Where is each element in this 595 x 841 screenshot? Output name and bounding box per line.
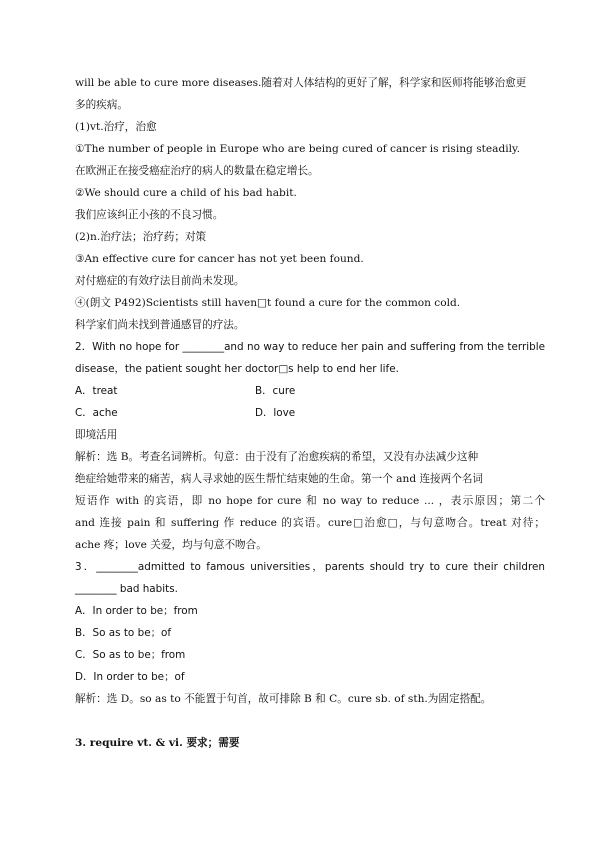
question-3-option-b: B．So as to be；of bbox=[75, 627, 171, 639]
example-translation-3: 对付癌症的有效疗法目前尚未发现。 bbox=[75, 275, 245, 287]
example-translation-1: 在欧洲正在接受癌症治疗的病人的数量在稳定增长。 bbox=[75, 165, 319, 177]
section-label: 即境活用 bbox=[75, 429, 118, 441]
question-3-stem: 3．________admitted to famous universities，parents should try to cure their children bbox=[75, 561, 545, 573]
question-2-stem: 2．With no hope for ________and no way to reduce her pain and suffering from the terrible bbox=[75, 341, 545, 353]
example-sentence-1: ①The number of people in Europe who are being cured of cancer is rising steadily. bbox=[75, 143, 520, 155]
question-2-stem-cont: disease，the patient sought her doctor□s help to end her life. bbox=[75, 363, 399, 375]
option-b: B．cure bbox=[255, 385, 296, 397]
question-3-option-c: C．So as to be；from bbox=[75, 649, 186, 661]
question-3-stem-cont: ________ bad habits. bbox=[75, 583, 178, 595]
example-translation-2: 我们应该纠正小孩的不良习惯。 bbox=[75, 209, 224, 221]
question-2-explanation: ache 疼；love 关爱，均与句意不吻合。 bbox=[75, 539, 267, 551]
definition-noun: (2)n.治疗法；治疗药；对策 bbox=[75, 231, 207, 243]
question-3-option-d: D．In order to be；of bbox=[75, 671, 185, 683]
option-c: C．ache bbox=[75, 407, 118, 419]
paragraph-line: 多的疾病。 bbox=[75, 99, 128, 111]
question-2-options-ab bbox=[75, 384, 545, 398]
example-sentence-4: ④(朗文 P492)Scientists still haven□t found a cure for the common cold. bbox=[75, 297, 461, 309]
question-2-explanation: 绝症给她带来的痛苦，病人寻求她的医生帮忙结束她的生命。第一个 and 连接两个名词 bbox=[75, 473, 484, 485]
option-a: A．treat bbox=[75, 385, 118, 397]
example-translation-4: 科学家们尚未找到普通感冒的疗法。 bbox=[75, 319, 245, 331]
question-2-explanation: and 连接 pain 和 suffering 作 reduce 的宾语。cure□治愈□，与句意吻合。treat 对待； bbox=[75, 517, 545, 529]
question-2-explanation: 短语作 with 的宾语，即 no hope for cure 和 no way to reduce ... ，表示原因；第二个 bbox=[75, 495, 545, 507]
example-sentence-2: ②We should cure a child of his bad habit. bbox=[75, 187, 297, 199]
option-d: D．love bbox=[255, 407, 296, 419]
paragraph-line: will be able to cure more diseases.随着对人体结构的更好了解，科学家和医师将能够治愈更 bbox=[75, 77, 527, 89]
example-sentence-3: ③An effective cure for cancer has not yet been found. bbox=[75, 253, 364, 265]
section-heading: 3. require vt. & vi. 要求；需要 bbox=[75, 737, 240, 749]
question-3-option-a: A．In order to be；from bbox=[75, 605, 198, 617]
definition-verb: (1)vt.治疗，治愈 bbox=[75, 121, 157, 133]
question-3-explanation: 解析：选 D。so as to 不能置于句首，故可排除 B 和 C。cure sb. of sth.为固定搭配。 bbox=[75, 693, 492, 705]
question-2-options-cd bbox=[75, 406, 545, 420]
question-2-explanation: 解析：选 B。考查名词辨析。句意：由于没有了治愈疾病的希望，又没有办法减少这种 bbox=[75, 451, 479, 463]
